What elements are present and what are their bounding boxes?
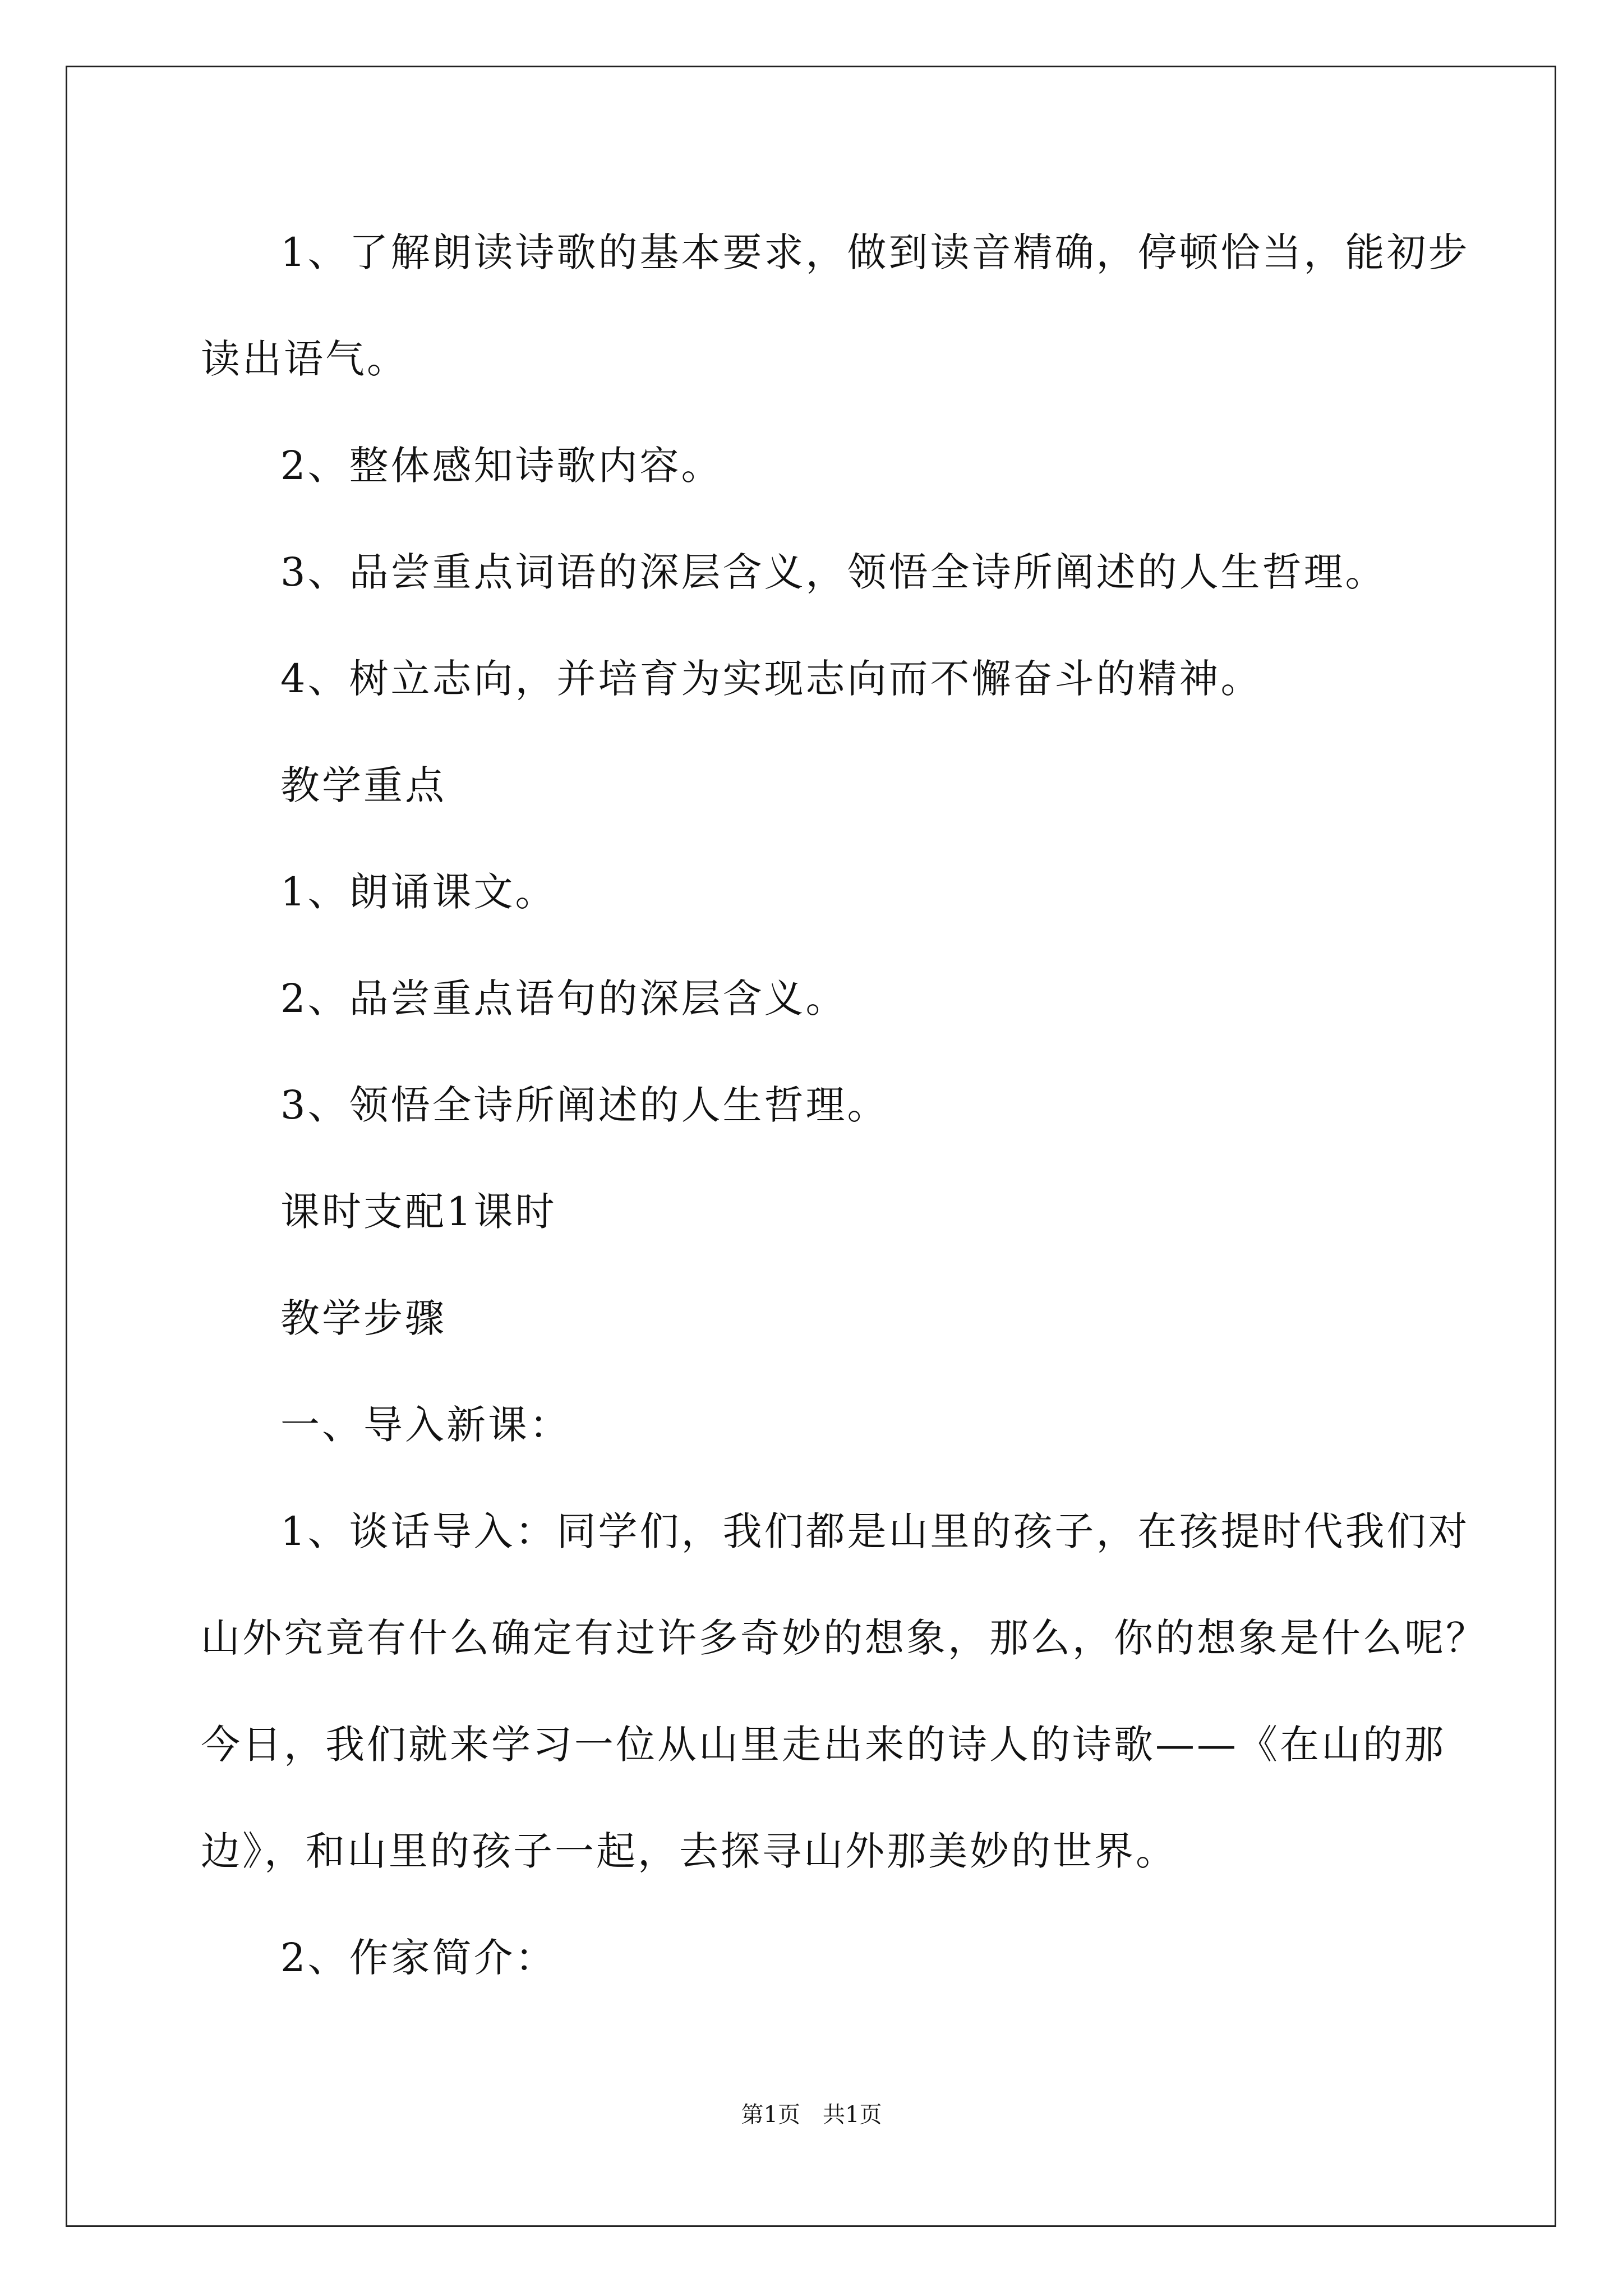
key-point-3: 3、领悟全诗所阐述的人生哲理。 xyxy=(280,1082,889,1128)
page-footer: 第1页 共1页 xyxy=(741,2102,882,2128)
intro-paragraph-line-1: 1、谈话导入：同学们，我们都是山里的孩子，在孩提时代我们对 xyxy=(280,1508,1470,1554)
author-intro-heading: 2、作家简介： xyxy=(280,1935,557,1981)
objective-1-line-2: 读出语气。 xyxy=(201,336,408,382)
class-hours: 课时支配1课时 xyxy=(280,1189,557,1235)
objective-4: 4、树立志向，并培育为实现志向而不懈奋斗的精神。 xyxy=(280,656,1262,702)
key-point-1: 1、朗诵课文。 xyxy=(280,869,557,915)
page-border xyxy=(66,66,1556,2227)
intro-paragraph-line-3: 今日，我们就来学习一位从山里走出来的诗人的诗歌——《在山的那 xyxy=(201,1722,1446,1768)
objective-2: 2、整体感知诗歌内容。 xyxy=(280,443,723,489)
intro-paragraph-line-2: 山外究竟有什么确定有过许多奇妙的想象，那么，你的想象是什么呢？ xyxy=(201,1615,1487,1661)
step-1-heading: 一、导入新课： xyxy=(280,1402,571,1448)
objective-3: 3、品尝重点词语的深层含义，领悟全诗所阐述的人生哲理。 xyxy=(280,549,1387,595)
section-heading-steps: 教学步骤 xyxy=(280,1295,446,1341)
intro-paragraph-line-4: 边》，和山里的孩子一起，去探寻山外那美妙的世界。 xyxy=(201,1828,1177,1874)
section-heading-key-points: 教学重点 xyxy=(280,762,446,808)
key-point-2: 2、品尝重点语句的深层含义。 xyxy=(280,976,847,1022)
objective-1-line-1: 1、了解朗读诗歌的基本要求，做到读音精确，停顿恰当，能初步 xyxy=(280,229,1470,275)
